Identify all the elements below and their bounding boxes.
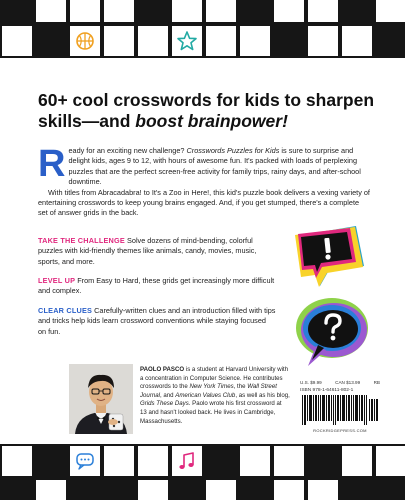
- basketball-icon: [70, 26, 100, 56]
- author-bio: PAOLO PASCO is a student at Harvard University with a concentration in Computer Science. He contributes crosswords to the New York Times, the Wall Street Journal, and American Values Club, as well as his blog, Grids These Days. Paolo wrote his first crossword at 13 and hasn't looked back. He lives in Cambridge, Massachusetts.: [140, 366, 290, 425]
- book-title: Crosswords Puzzles for Kids: [186, 146, 280, 155]
- dropcap: R: [38, 143, 66, 185]
- bottom-crossword-strip: [0, 444, 405, 500]
- feature-text: From Easy to Hard, these grids get increasingly more difficult and complex.: [38, 276, 275, 296]
- feature-label: TAKE THE CHALLENGE: [38, 236, 125, 245]
- headline-line2: skills—and: [38, 111, 136, 131]
- feature-text: Solve dozens of mind-bending, colorful puzzles with kid-friendly themes like animals, candy, movies, music, sports, and more.: [38, 236, 257, 266]
- price-line: [300, 380, 380, 385]
- author-name: PAOLO PASCO: [140, 366, 185, 373]
- feature-label: LEVEL UP: [38, 276, 76, 285]
- code: RB: [373, 380, 380, 385]
- speech-bubble-icon: [70, 446, 100, 476]
- intro-paragraph-2: With titles from Abracadabra! to It's a Zoo in Here!, this kid's puzzle book delivers a vexing variety of entertaining crosswords to keep young brains engaged. And, if you get stumped, there's a complete set of answer grids in the back.: [38, 187, 370, 218]
- price-can: CAN $13.99: [335, 380, 361, 385]
- question-bubble-icon: [292, 290, 374, 372]
- feature-label: CLEAR CLUES: [38, 306, 93, 315]
- headline: [38, 90, 378, 132]
- price-us: U.S. $9.99: [300, 380, 322, 385]
- author-photo: [69, 364, 133, 434]
- isbn: ISBN 978-1-64611-802-1: [300, 388, 354, 393]
- intro-text: Ready for an exciting new challenge? Crosswords Puzzles for Kids is sure to surprise and delight kids, ages 9 to 12, with hours of awesome fun. It's packed with loads of perplexing puzzles that are the perfect screen-free activity for family trips, rainy days, and after-school downtime. With titles from Abracadabra! to It's a Zoo in Here!, this kid's puzzle book delivers a vexing variety of entertaining crosswords to keep young brains engaged. And, if you get stumped, there's a complete set of answer grids in the back.: [38, 143, 370, 218]
- feature-clear-clues: [38, 306, 276, 337]
- feature-text: Carefully-written clues and an introduction filled with tips and tricks help kids learn crossword conventions while staying focused on fun.: [38, 306, 276, 336]
- feature-take-challenge: [38, 236, 276, 267]
- website: ROCKRIDGEPRESS.COM: [313, 428, 367, 433]
- headline-emphasis: boost brainpower!: [135, 111, 288, 131]
- top-crossword-strip: [0, 0, 405, 58]
- headline-line1: 60+ cool crosswords for kids to sharpen: [38, 90, 375, 110]
- barcode-bars: [300, 395, 380, 425]
- music-note-icon: [172, 446, 202, 476]
- star-icon: [172, 26, 202, 56]
- exclamation-bubble-icon: [290, 222, 370, 292]
- feature-level-up: [38, 276, 276, 297]
